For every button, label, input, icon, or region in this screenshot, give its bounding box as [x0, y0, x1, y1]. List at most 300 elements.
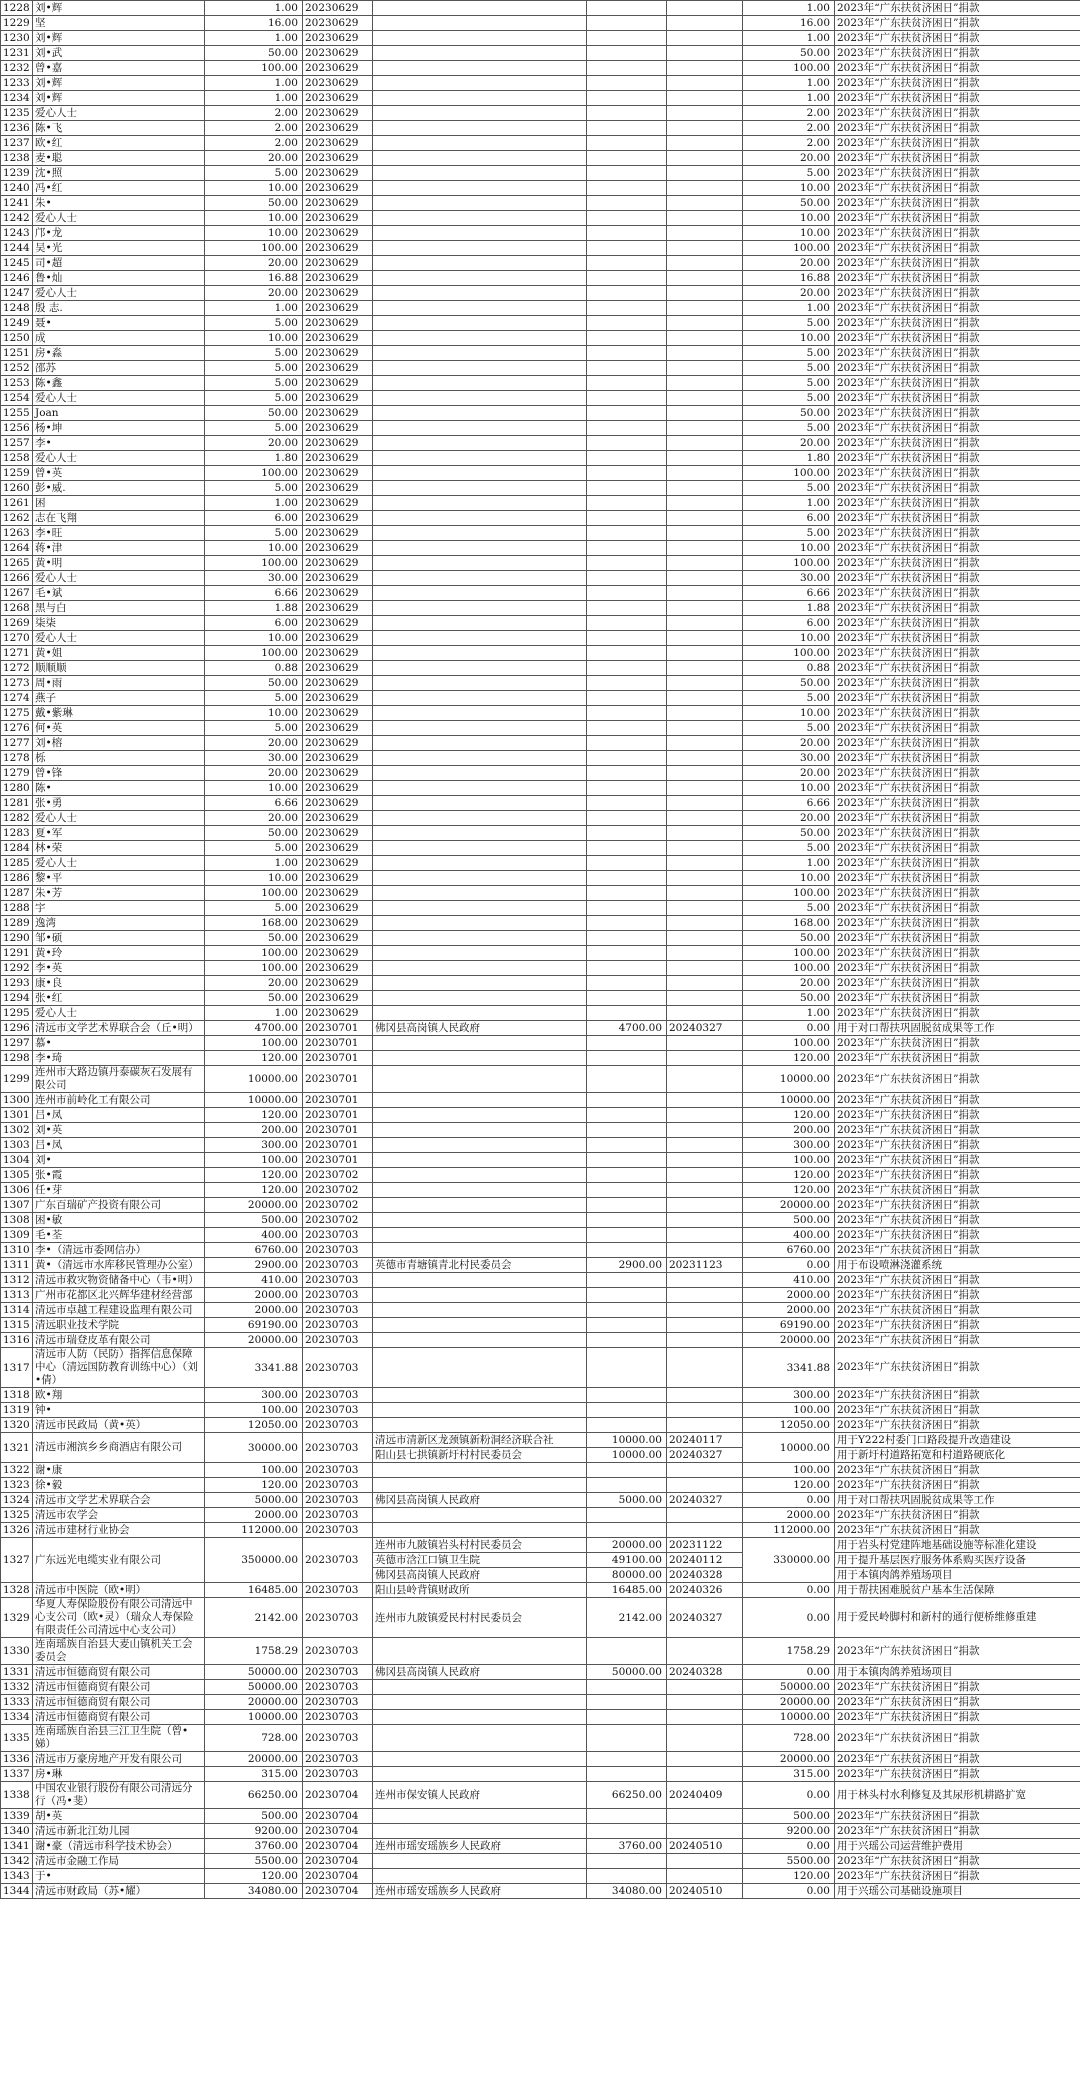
purpose: 2023年“广东扶贫济困日”捐款 — [835, 91, 1080, 106]
balance: 20000.00 — [743, 1198, 835, 1213]
donor-name: 毛•荃 — [33, 1228, 205, 1243]
donation-date: 20230703 — [303, 1680, 373, 1695]
recipient-unit — [373, 991, 587, 1006]
allocation-date — [667, 1006, 743, 1021]
donation-amount: 10000.00 — [205, 1710, 303, 1725]
allocated-amount — [587, 631, 667, 646]
ledger-row — [1, 1752, 1080, 1767]
row-number: 1235 — [1, 106, 33, 121]
row-number: 1280 — [1, 781, 33, 796]
donation-date: 20230704 — [303, 1884, 373, 1899]
balance: 20.00 — [743, 151, 835, 166]
donor-name: 杨•坤 — [33, 421, 205, 436]
donor-name: 柒柒 — [33, 616, 205, 631]
row-number: 1317 — [1, 1348, 33, 1388]
allocated-amount — [587, 1695, 667, 1710]
donor-name: 邝•龙 — [33, 226, 205, 241]
row-number: 1269 — [1, 616, 33, 631]
row-number: 1234 — [1, 91, 33, 106]
donor-name: 徐•毅 — [33, 1478, 205, 1493]
donation-date: 20230629 — [303, 166, 373, 181]
balance: 50.00 — [743, 196, 835, 211]
donation-date: 20230703 — [303, 1638, 373, 1665]
allocation-date — [667, 1123, 743, 1138]
purpose: 2023年“广东扶贫济困日”捐款 — [835, 391, 1080, 406]
purpose: 2023年“广东扶贫济困日”捐款 — [835, 1463, 1080, 1478]
recipient-unit — [373, 1183, 587, 1198]
allocation-date — [667, 1854, 743, 1869]
ledger-row — [1, 1258, 1080, 1273]
row-number: 1342 — [1, 1854, 33, 1869]
ledger-row — [1, 1, 1080, 16]
balance: 120.00 — [743, 1869, 835, 1884]
donation-date: 20230704 — [303, 1839, 373, 1854]
ledger-row — [1, 961, 1080, 976]
donation-amount: 4700.00 — [205, 1021, 303, 1036]
donation-amount: 5500.00 — [205, 1854, 303, 1869]
row-number: 1324 — [1, 1493, 33, 1508]
allocation-date — [667, 1138, 743, 1153]
row-number: 1278 — [1, 751, 33, 766]
donor-name: 刘•辉 — [33, 31, 205, 46]
row-number: 1337 — [1, 1767, 33, 1782]
ledger-row — [1, 1318, 1080, 1333]
allocated-amount — [587, 901, 667, 916]
donor-name: 栎 — [33, 751, 205, 766]
recipient-unit — [373, 796, 587, 811]
purpose: 2023年“广东扶贫济困日”捐款 — [835, 586, 1080, 601]
ledger-row — [1, 451, 1080, 466]
ledger-row — [1, 1066, 1080, 1093]
purpose: 2023年“广东扶贫济困日”捐款 — [835, 1752, 1080, 1767]
donation-date: 20230703 — [303, 1598, 373, 1638]
balance: 10000.00 — [743, 1433, 835, 1463]
allocated-amount — [587, 796, 667, 811]
donation-date: 20230703 — [303, 1348, 373, 1388]
donation-amount: 728.00 — [205, 1725, 303, 1752]
allocation-date — [667, 1403, 743, 1418]
donation-amount: 6.00 — [205, 616, 303, 631]
recipient-unit — [373, 1108, 587, 1123]
allocation-date — [667, 1051, 743, 1066]
donation-date: 20230629 — [303, 856, 373, 871]
donation-date: 20230629 — [303, 76, 373, 91]
ledger-row — [1, 916, 1080, 931]
balance: 16.00 — [743, 16, 835, 31]
recipient-unit — [373, 121, 587, 136]
balance: 0.00 — [743, 1493, 835, 1508]
purpose: 2023年“广东扶贫济困日”捐款 — [835, 991, 1080, 1006]
row-number: 1273 — [1, 676, 33, 691]
donation-date: 20230701 — [303, 1066, 373, 1093]
row-number: 1322 — [1, 1463, 33, 1478]
donor-name: 困 — [33, 496, 205, 511]
ledger-row — [1, 1493, 1080, 1508]
donation-date: 20230704 — [303, 1824, 373, 1839]
ledger-row — [1, 1288, 1080, 1303]
allocation-date — [667, 1463, 743, 1478]
balance: 20.00 — [743, 766, 835, 781]
donation-amount: 50.00 — [205, 46, 303, 61]
recipient-unit — [373, 1066, 587, 1093]
recipient-unit — [373, 166, 587, 181]
donor-name: 李•旺 — [33, 526, 205, 541]
allocated-amount: 16485.00 — [587, 1583, 667, 1598]
ledger-row — [1, 16, 1080, 31]
allocation-date — [667, 1333, 743, 1348]
purpose: 2023年“广东扶贫济困日”捐款 — [835, 1036, 1080, 1051]
donor-name: 清远市金融工作局 — [33, 1854, 205, 1869]
donor-name: 刘•辉 — [33, 91, 205, 106]
donation-date: 20230629 — [303, 211, 373, 226]
balance: 120.00 — [743, 1478, 835, 1493]
donor-name: 聂• — [33, 316, 205, 331]
allocated-amount — [587, 1854, 667, 1869]
recipient-unit — [373, 1138, 587, 1153]
ledger-row — [1, 181, 1080, 196]
ledger-row — [1, 1824, 1080, 1839]
allocation-date — [667, 691, 743, 706]
donation-amount: 6.66 — [205, 586, 303, 601]
donation-amount: 20.00 — [205, 736, 303, 751]
donation-amount: 1.00 — [205, 1006, 303, 1021]
allocated-amount — [587, 511, 667, 526]
row-number: 1334 — [1, 1710, 33, 1725]
donation-date: 20230703 — [303, 1695, 373, 1710]
donation-amount: 20.00 — [205, 976, 303, 991]
ledger-row — [1, 751, 1080, 766]
ledger-row — [1, 1433, 1080, 1448]
allocation-date — [667, 1108, 743, 1123]
donation-amount: 500.00 — [205, 1213, 303, 1228]
donation-amount: 10.00 — [205, 781, 303, 796]
donation-date: 20230703 — [303, 1318, 373, 1333]
allocated-amount — [587, 676, 667, 691]
balance: 100.00 — [743, 1463, 835, 1478]
recipient-unit — [373, 526, 587, 541]
donor-name: 张•红 — [33, 991, 205, 1006]
recipient-unit — [373, 1051, 587, 1066]
balance: 120.00 — [743, 1108, 835, 1123]
donation-date: 20230629 — [303, 661, 373, 676]
row-number: 1308 — [1, 1213, 33, 1228]
recipient-unit — [373, 1288, 587, 1303]
row-number: 1248 — [1, 301, 33, 316]
balance: 400.00 — [743, 1228, 835, 1243]
allocated-amount — [587, 661, 667, 676]
row-number: 1275 — [1, 706, 33, 721]
donor-name: 胡•英 — [33, 1809, 205, 1824]
purpose: 用于帮扶困难脱贫户基本生活保障 — [835, 1583, 1080, 1598]
donor-name: 广东百瑞矿产投资有限公司 — [33, 1198, 205, 1213]
balance: 6.00 — [743, 616, 835, 631]
allocated-amount — [587, 436, 667, 451]
donor-name: 清远市救灾物资储备中心（韦•明） — [33, 1273, 205, 1288]
ledger-row — [1, 1228, 1080, 1243]
purpose: 2023年“广东扶贫济困日”捐款 — [835, 256, 1080, 271]
allocated-amount — [587, 1228, 667, 1243]
row-number: 1290 — [1, 931, 33, 946]
balance: 50000.00 — [743, 1680, 835, 1695]
purpose: 2023年“广东扶贫济困日”捐款 — [835, 1066, 1080, 1093]
allocation-date — [667, 721, 743, 736]
allocation-date — [667, 1523, 743, 1538]
donor-name: 清远市人防（民防）指挥信息保障中心（清远国防教育训练中心）（刘•倩） — [33, 1348, 205, 1388]
donation-amount: 5.00 — [205, 901, 303, 916]
donation-amount: 100.00 — [205, 886, 303, 901]
recipient-unit — [373, 1478, 587, 1493]
donation-date: 20230629 — [303, 976, 373, 991]
recipient-unit — [373, 736, 587, 751]
purpose: 2023年“广东扶贫济困日”捐款 — [835, 931, 1080, 946]
allocation-date — [667, 571, 743, 586]
balance: 6.66 — [743, 796, 835, 811]
allocated-amount — [587, 16, 667, 31]
balance: 5.00 — [743, 901, 835, 916]
allocated-amount — [587, 946, 667, 961]
purpose: 2023年“广东扶贫济困日”捐款 — [835, 31, 1080, 46]
row-number: 1256 — [1, 421, 33, 436]
donation-date: 20230629 — [303, 526, 373, 541]
allocation-date — [667, 496, 743, 511]
recipient-unit — [373, 91, 587, 106]
donation-amount: 50000.00 — [205, 1665, 303, 1680]
row-number: 1236 — [1, 121, 33, 136]
purpose: 用于兴瑶公司基础设施项目 — [835, 1884, 1080, 1899]
allocated-amount — [587, 181, 667, 196]
donation-amount: 2.00 — [205, 121, 303, 136]
allocation-date — [667, 121, 743, 136]
allocated-amount — [587, 301, 667, 316]
row-number: 1327 — [1, 1538, 33, 1583]
allocation-date — [667, 931, 743, 946]
balance: 10000.00 — [743, 1066, 835, 1093]
row-number: 1306 — [1, 1183, 33, 1198]
row-number: 1309 — [1, 1228, 33, 1243]
donation-amount: 100.00 — [205, 961, 303, 976]
row-number: 1305 — [1, 1168, 33, 1183]
recipient-unit — [373, 451, 587, 466]
allocation-date — [667, 166, 743, 181]
balance: 10.00 — [743, 871, 835, 886]
balance: 1.88 — [743, 601, 835, 616]
donation-amount: 100.00 — [205, 946, 303, 961]
allocated-amount — [587, 166, 667, 181]
donation-date: 20230703 — [303, 1538, 373, 1583]
ledger-row — [1, 781, 1080, 796]
donor-name: 谢•康 — [33, 1463, 205, 1478]
purpose: 2023年“广东扶贫济困日”捐款 — [835, 346, 1080, 361]
purpose: 2023年“广东扶贫济困日”捐款 — [835, 241, 1080, 256]
donation-amount: 6.66 — [205, 796, 303, 811]
donor-name: 于• — [33, 1869, 205, 1884]
balance: 69190.00 — [743, 1318, 835, 1333]
purpose: 用于对口帮扶巩固脱贫成果等工作 — [835, 1493, 1080, 1508]
donation-date: 20230703 — [303, 1333, 373, 1348]
purpose: 2023年“广东扶贫济困日”捐款 — [835, 1710, 1080, 1725]
ledger-row — [1, 466, 1080, 481]
allocation-date — [667, 1213, 743, 1228]
allocated-amount — [587, 1680, 667, 1695]
donation-amount: 5.00 — [205, 166, 303, 181]
allocated-amount — [587, 241, 667, 256]
ledger-row — [1, 481, 1080, 496]
allocation-date — [667, 376, 743, 391]
donor-name: 刘•英 — [33, 1123, 205, 1138]
ledger-row — [1, 1782, 1080, 1809]
donation-amount: 3341.88 — [205, 1348, 303, 1388]
row-number: 1230 — [1, 31, 33, 46]
balance: 10000.00 — [743, 1710, 835, 1725]
row-number: 1243 — [1, 226, 33, 241]
allocation-date: 20240327 — [667, 1598, 743, 1638]
allocated-amount: 2900.00 — [587, 1258, 667, 1273]
balance: 10.00 — [743, 226, 835, 241]
donation-date: 20230629 — [303, 361, 373, 376]
row-number: 1341 — [1, 1839, 33, 1854]
purpose: 2023年“广东扶贫济困日”捐款 — [835, 916, 1080, 931]
ledger-row — [1, 1478, 1080, 1493]
allocated-amount: 66250.00 — [587, 1782, 667, 1809]
purpose: 2023年“广东扶贫济困日”捐款 — [835, 631, 1080, 646]
ledger-row — [1, 1036, 1080, 1051]
donor-name: 逸湾 — [33, 916, 205, 931]
purpose: 2023年“广东扶贫济困日”捐款 — [835, 511, 1080, 526]
ledger-row — [1, 1198, 1080, 1213]
donor-name: 华夏人寿保险股份有限公司清远中心支公司（欧•灵）（瑞众人寿保险有限责任公司清远中心支公司） — [33, 1598, 205, 1638]
purpose: 2023年“广东扶贫济困日”捐款 — [835, 1638, 1080, 1665]
ledger-row — [1, 841, 1080, 856]
allocation-date — [667, 46, 743, 61]
allocated-amount — [587, 406, 667, 421]
allocation-date — [667, 1093, 743, 1108]
balance: 1758.29 — [743, 1638, 835, 1665]
donor-name: 坚 — [33, 16, 205, 31]
balance: 100.00 — [743, 241, 835, 256]
purpose: 用于岩头村党建阵地基础设施等标准化建设 — [835, 1538, 1080, 1553]
purpose: 2023年“广东扶贫济困日”捐款 — [835, 436, 1080, 451]
purpose: 2023年“广东扶贫济困日”捐款 — [835, 601, 1080, 616]
donation-amount: 10000.00 — [205, 1093, 303, 1108]
donation-date: 20230629 — [303, 181, 373, 196]
allocation-date — [667, 451, 743, 466]
donation-date: 20230701 — [303, 1153, 373, 1168]
balance: 12050.00 — [743, 1418, 835, 1433]
ledger-row — [1, 631, 1080, 646]
row-number: 1310 — [1, 1243, 33, 1258]
allocated-amount — [587, 841, 667, 856]
donation-amount: 100.00 — [205, 466, 303, 481]
allocation-date — [667, 766, 743, 781]
donor-name: 刘•辉 — [33, 1, 205, 16]
purpose: 2023年“广东扶贫济困日”捐款 — [835, 1213, 1080, 1228]
allocation-date — [667, 976, 743, 991]
recipient-unit — [373, 721, 587, 736]
row-number: 1265 — [1, 556, 33, 571]
purpose: 2023年“广东扶贫济困日”捐款 — [835, 1695, 1080, 1710]
row-number: 1279 — [1, 766, 33, 781]
recipient-unit: 连州市瑶安瑶族乡人民政府 — [373, 1884, 587, 1899]
purpose: 2023年“广东扶贫济困日”捐款 — [835, 646, 1080, 661]
ledger-row — [1, 571, 1080, 586]
purpose: 2023年“广东扶贫济困日”捐款 — [835, 676, 1080, 691]
ledger-row — [1, 121, 1080, 136]
row-number: 1258 — [1, 451, 33, 466]
donation-date: 20230701 — [303, 1021, 373, 1036]
allocated-amount — [587, 391, 667, 406]
row-number: 1250 — [1, 331, 33, 346]
allocated-amount — [587, 781, 667, 796]
purpose: 2023年“广东扶贫济困日”捐款 — [835, 541, 1080, 556]
donor-name: 康•良 — [33, 976, 205, 991]
recipient-unit: 连州市九陂镇爱民村村民委员会 — [373, 1598, 587, 1638]
donor-name: 清远市恒德商贸有限公司 — [33, 1665, 205, 1680]
ledger-row — [1, 61, 1080, 76]
purpose: 2023年“广东扶贫济困日”捐款 — [835, 76, 1080, 91]
row-number: 1304 — [1, 1153, 33, 1168]
balance: 0.00 — [743, 1583, 835, 1598]
donation-amount: 50.00 — [205, 931, 303, 946]
row-number: 1340 — [1, 1824, 33, 1839]
allocated-amount — [587, 1638, 667, 1665]
row-number: 1301 — [1, 1108, 33, 1123]
balance: 20.00 — [743, 811, 835, 826]
balance: 50.00 — [743, 931, 835, 946]
balance: 100.00 — [743, 1403, 835, 1418]
allocated-amount — [587, 1123, 667, 1138]
allocation-date — [667, 1288, 743, 1303]
donation-date: 20230629 — [303, 871, 373, 886]
allocated-amount — [587, 1508, 667, 1523]
recipient-unit — [373, 946, 587, 961]
ledger-row — [1, 421, 1080, 436]
ledger-row — [1, 436, 1080, 451]
ledger-row — [1, 1123, 1080, 1138]
recipient-unit — [373, 811, 587, 826]
ledger-row — [1, 316, 1080, 331]
donation-amount: 100.00 — [205, 556, 303, 571]
purpose: 2023年“广东扶贫济困日”捐款 — [835, 1228, 1080, 1243]
recipient-unit — [373, 586, 587, 601]
row-number: 1343 — [1, 1869, 33, 1884]
allocated-amount — [587, 1403, 667, 1418]
row-number: 1294 — [1, 991, 33, 1006]
recipient-unit — [373, 106, 587, 121]
ledger-row — [1, 391, 1080, 406]
allocation-date — [667, 1725, 743, 1752]
donation-date: 20230703 — [303, 1403, 373, 1418]
donation-amount: 20000.00 — [205, 1198, 303, 1213]
allocation-date — [667, 601, 743, 616]
row-number: 1274 — [1, 691, 33, 706]
purpose: 2023年“广东扶贫济困日”捐款 — [835, 1348, 1080, 1388]
ledger-row — [1, 901, 1080, 916]
donation-amount: 30000.00 — [205, 1433, 303, 1463]
donation-amount: 300.00 — [205, 1138, 303, 1153]
recipient-unit — [373, 826, 587, 841]
donor-name: 李•琦 — [33, 1051, 205, 1066]
row-number: 1292 — [1, 961, 33, 976]
allocation-date — [667, 76, 743, 91]
donation-amount: 1.00 — [205, 1, 303, 16]
purpose: 2023年“广东扶贫济困日”捐款 — [835, 46, 1080, 61]
allocated-amount — [587, 1108, 667, 1123]
purpose: 2023年“广东扶贫济困日”捐款 — [835, 376, 1080, 391]
purpose: 2023年“广东扶贫济困日”捐款 — [835, 106, 1080, 121]
allocation-date — [667, 1153, 743, 1168]
donor-name: 吕•凤 — [33, 1108, 205, 1123]
purpose: 2023年“广东扶贫济困日”捐款 — [835, 1523, 1080, 1538]
